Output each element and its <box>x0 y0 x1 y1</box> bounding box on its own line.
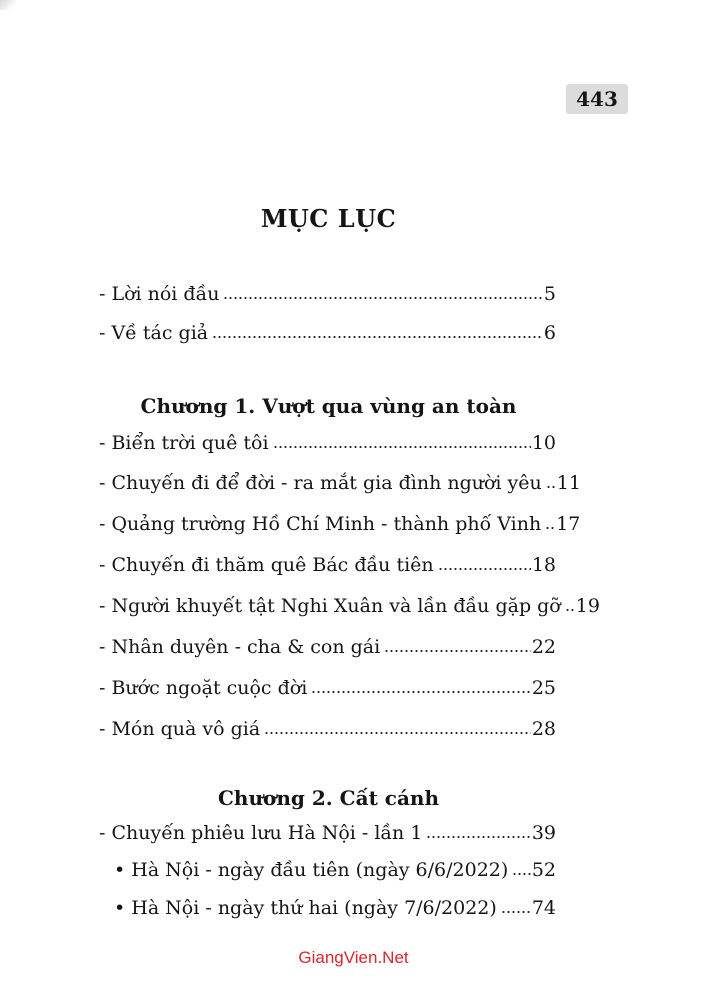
page-corner-shadow <box>0 0 16 10</box>
toc-entry-label: • Hà Nội - ngày đầu tiên (ngày 6/6/2022) <box>114 859 509 882</box>
toc-entry-label: - Món quà vô giá <box>99 718 261 741</box>
toc-entry <box>99 554 556 576</box>
dot-leader <box>438 554 531 571</box>
toc-entry-label: - Chuyến phiêu lưu Hà Nội - lần 1 <box>99 822 423 845</box>
dot-leader <box>273 432 531 449</box>
toc-entry-page: 28 <box>531 718 556 741</box>
toc-entry-page: 6 <box>543 322 556 345</box>
toc-entry-label: - Chuyến đi thăm quê Bác đầu tiên <box>99 554 434 577</box>
toc-entry-label: • Hà Nội - ngày thứ hai (ngày 7/6/2022) <box>114 897 497 920</box>
toc-entry-page: 39 <box>531 822 556 845</box>
toc-entry-page: 19 <box>575 595 600 618</box>
chapter-heading: Chương 2. Cất cánh <box>218 786 439 810</box>
watermark-text: GiangVien.Net <box>298 948 409 967</box>
dot-leader <box>512 859 531 876</box>
toc-entry-label: - Nhân duyên - cha & con gái <box>99 636 381 659</box>
dot-leader <box>426 822 530 839</box>
toc-entry-page: 11 <box>556 472 581 495</box>
toc-entry-page: 18 <box>531 554 556 577</box>
toc-entry <box>99 322 556 344</box>
dot-leader <box>223 283 542 300</box>
toc-entry-label: - Chuyến đi để đời - ra mắt gia đình người yêu <box>99 472 542 495</box>
toc-entry-label: - Về tác giả <box>99 322 209 345</box>
toc-entry-label: - Lời nói đầu <box>99 283 220 306</box>
dot-leader <box>565 595 575 612</box>
toc-entry-page: 5 <box>543 283 556 306</box>
toc-entry <box>99 432 556 454</box>
chapter-heading: Chương 1. Vượt qua vùng an toàn <box>140 394 517 418</box>
toc-entry-page: 74 <box>531 897 556 920</box>
toc-entry-page: 17 <box>556 513 581 536</box>
page-number: 443 <box>566 84 628 114</box>
toc-entry-label: - Người khuyết tật Nghi Xuân và lần đầu gặp gỡ <box>99 595 561 618</box>
toc-entry-label: - Bước ngoặt cuộc đời <box>99 677 308 700</box>
dot-leader <box>546 472 556 489</box>
toc-entry <box>99 595 600 618</box>
dot-leader <box>501 897 531 914</box>
toc-sub-entry <box>114 859 556 881</box>
toc-entry <box>99 822 556 844</box>
toc-entry <box>99 677 556 699</box>
toc-entry <box>99 718 556 740</box>
toc-entry <box>99 472 581 495</box>
toc-sub-entry <box>114 897 556 919</box>
dot-leader <box>384 636 531 653</box>
toc-entry <box>99 283 556 305</box>
toc-entry-page: 52 <box>531 859 556 882</box>
toc-entry-label: - Biển trời quê tôi <box>99 432 269 455</box>
toc-entry-page: 25 <box>531 677 556 700</box>
toc-entry <box>99 636 556 658</box>
dot-leader <box>545 513 555 530</box>
toc-entry-label: - Quảng trường Hồ Chí Minh - thành phố Vinh <box>99 513 542 536</box>
toc-entry-page: 10 <box>531 432 556 455</box>
dot-leader <box>212 322 543 339</box>
dot-leader <box>311 677 531 694</box>
toc-entry <box>99 513 581 536</box>
dot-leader <box>264 718 531 735</box>
toc-title: MỤC LỤC <box>260 204 397 233</box>
toc-entry-page: 22 <box>531 636 556 659</box>
